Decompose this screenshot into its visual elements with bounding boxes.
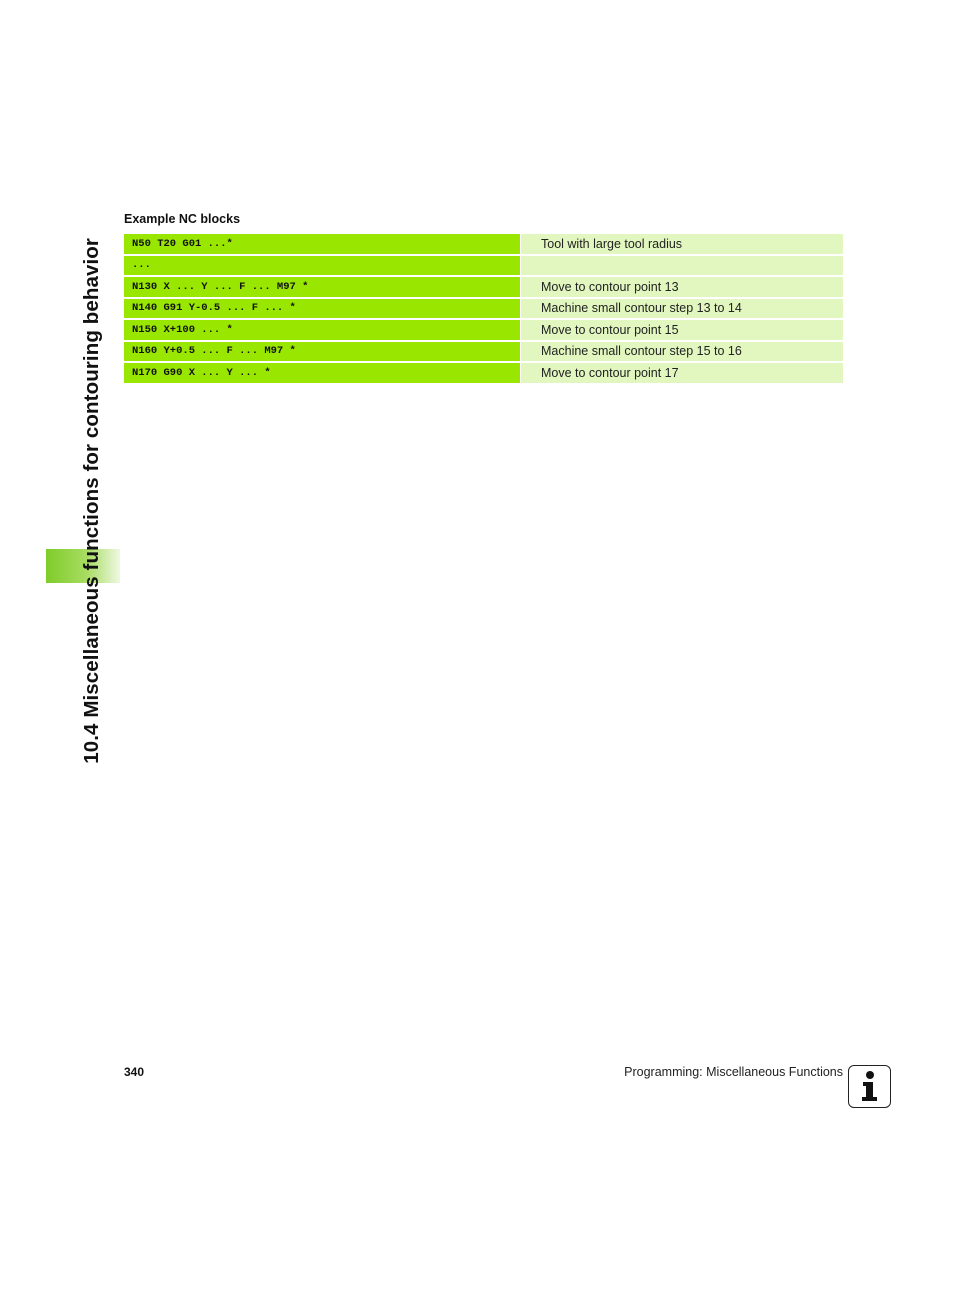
info-glyph	[849, 1066, 889, 1106]
nc-code-cell: N150 X+100 ... *	[124, 320, 520, 340]
table-row	[124, 234, 843, 254]
nc-comment-cell	[521, 256, 843, 276]
table-row	[124, 277, 843, 297]
table-row	[124, 363, 843, 383]
footer-title: Programming: Miscellaneous Functions	[624, 1065, 843, 1079]
nc-comment-cell: Machine small contour step 13 to 14	[521, 299, 843, 319]
nc-comment-cell: Move to contour point 13	[521, 277, 843, 297]
side-section-title	[77, 212, 107, 790]
nc-code-cell: N160 Y+0.5 ... F ... M97 *	[124, 342, 520, 362]
table-row	[124, 342, 843, 362]
table-row	[124, 299, 843, 319]
page-number: 340	[124, 1065, 145, 1079]
nc-blocks-table	[124, 234, 843, 385]
nc-code-cell: N140 G91 Y-0.5 ... F ... *	[124, 299, 520, 319]
section-heading: Example NC blocks	[124, 212, 241, 226]
nc-code-cell: N50 T20 G01 ...*	[124, 234, 520, 254]
table-row	[124, 256, 843, 276]
nc-comment-cell: Machine small contour step 15 to 16	[521, 342, 843, 362]
nc-comment-cell: Move to contour point 17	[521, 363, 843, 383]
side-section-title-text: 10.4 Miscellaneous functions for contouring behavior	[80, 238, 103, 764]
nc-code-cell: N130 X ... Y ... F ... M97 *	[124, 277, 520, 297]
table-row	[124, 320, 843, 340]
nc-code-cell: ...	[124, 256, 520, 276]
nc-code-cell: N170 G90 X ... Y ... *	[124, 363, 520, 383]
nc-comment-cell: Tool with large tool radius	[521, 234, 843, 254]
nc-comment-cell: Move to contour point 15	[521, 320, 843, 340]
info-icon[interactable]	[848, 1065, 891, 1108]
